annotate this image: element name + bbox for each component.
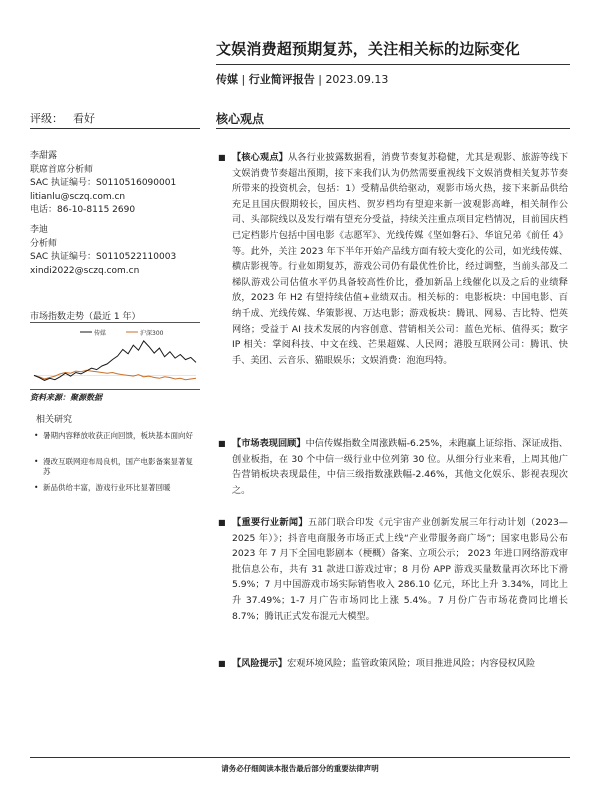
related-heading: 相关研究 <box>36 415 73 425</box>
analyst-email[interactable]: xindi2022@sczq.com.cn <box>30 265 140 276</box>
related-item-text: 暑期内容释放收获正向回馈，板块基本面向好 <box>43 431 193 440</box>
core-paragraph <box>218 150 569 368</box>
footer-divider <box>30 757 570 758</box>
paragraph-tag: 【核心观点】 <box>232 152 289 163</box>
risk-paragraph <box>218 656 568 672</box>
chart-title: 市场指数走势（最近 1 年） <box>30 312 141 322</box>
paragraph-tag: 【市场表现回顾】 <box>232 438 306 449</box>
core-view-heading: 核心观点 <box>216 112 265 126</box>
analyst-license: SAC 执证编号：S0110522110003 <box>30 252 177 262</box>
bullet-icon: • <box>34 457 39 466</box>
chart-bottom-rule <box>30 389 200 390</box>
rating-value: 看好 <box>73 112 95 125</box>
related-item-text: 漫改互联网迎布局良机，国产电影备案显著复苏 <box>43 457 193 476</box>
paragraph-text: 宏观环境风险；监管政策风险；项目推进风险；内容侵权风险 <box>287 658 536 669</box>
paragraph-tag: 【重要行业新闻】 <box>232 517 308 528</box>
paragraph-text: 从各行业披露数据看，消费节奏复苏稳健，尤其是观影、旅游等线下文娱消费节奏超出预期，接下来我们认为仍然需要重视线下文娱消费相关复苏节奏所带来的投资机会，包括：1）受精品供给驱动，观影市场火热，接下来新品供给充足且国庆假期较长，国庆档、贺岁档均有望迎来新一波观影高峰，相关制作公司、头部院线以及发行端有望充分受益，持续关注重点项目定档情况，目前国庆档已定档影片包括中国电影《志愿军》、光线传媒《坚如磐石》、华谊兄弟《前任 4》等。此外，关注 2023 年下半年开始产品线方面有较大变化的公司，如光线传媒、横店影视等。行业如期复苏，游戏公司仍有最优性价比，经过调整，当前头部及二梯队游戏公司估值水平仍具备较高性价比，叠加新品上线催化以及之后的业绩释放，2023 年 H2 有望持续估值+业绩双击。相关标的：电影板块：中国电影、百纳千成、光线传媒、华策影视、万达电影；游戏板块：腾讯、网易、吉比特、恺英网络；受益于 AI 技术发展的内容创意、营销相关公司：蓝色光标、值得买；数字 IP 相关：掌阅科技、中文在线、芒果超媒、人民网；港股互联网公司：腾讯、快手、美团、云音乐、猫眼娱乐；文娱消费：泡泡玛特。 <box>232 152 569 366</box>
analyst-card <box>30 150 176 218</box>
paragraph-tag: 【风险提示】 <box>232 658 288 669</box>
news-paragraph <box>218 515 568 624</box>
report-type: 行业简评报告 <box>248 73 315 86</box>
core-divider <box>216 128 570 129</box>
legend-label-csi300: 沪深300 <box>140 330 164 337</box>
analyst-name: 李甜露 <box>30 151 58 161</box>
square-bullet-icon: ■ <box>218 439 226 448</box>
market-paragraph <box>218 436 568 498</box>
analyst-name: 李迪 <box>30 225 49 235</box>
analyst-license: SAC 执证编号：S0110516090001 <box>30 178 177 188</box>
analyst-title: 分析师 <box>30 238 58 249</box>
rating <box>30 110 95 126</box>
legend-label-media: 传媒 <box>94 330 107 337</box>
industry: 传媒 <box>216 73 238 86</box>
report-subline <box>216 71 388 87</box>
report-date: 2023.09.13 <box>325 73 389 86</box>
square-bullet-icon: ■ <box>218 659 226 668</box>
bullet-icon: • <box>34 431 39 440</box>
analyst-phone: 电话：86-10-8115 2690 <box>30 205 136 215</box>
rating-label: 评级： <box>30 112 63 125</box>
related-item[interactable] <box>34 431 193 441</box>
index-chart <box>30 324 200 388</box>
analyst-title: 联席首席分析师 <box>30 164 94 175</box>
square-bullet-icon: ■ <box>218 153 226 162</box>
report-title: 文娱消费超预期复苏，关注相关标的边际变化 <box>216 40 521 58</box>
chart-top-rule <box>30 322 200 323</box>
square-bullet-icon: ■ <box>218 518 226 527</box>
analyst-card <box>30 224 176 278</box>
related-item[interactable] <box>34 483 193 493</box>
paragraph-text: 五部门联合印发《元宇宙产业创新发展三年行动计划（2023—2025 年）》；抖音电商服务市场正式上线“产业带服务商广场”；国家电影局公布 2023 年 7 月下全国电影剧本（梗概）备案、立项公示； 2023 年进口网络游戏审批信息公布，共有 31 款进口游戏过审；8 月份 APP 游戏买量数量再次环比下滑 5.9%；7 月中国游戏市场实际销售收入 286.10 亿元，环比上升 3.34%，同比上升 37.49%；1-7 月广告市场同比上涨 5.4%。7 月份广告市场花费同比增长 8.7%；腾讯正式发布混元大模型。 <box>232 517 568 622</box>
paragraph-text: 中信传媒指数全周涨跌幅-6.25%，未跑赢上证综指、深证成指、创业板指，在 30 个中信一级行业中位列第 30 位。从细分行业来看，上周其他广告营销板块表现最佳，中信三级指数涨跌幅-2.46%，其他文化娱乐、影视表现次之。 <box>232 438 568 496</box>
chart-source: 资料来源：聚源数据 <box>30 393 102 402</box>
related-item[interactable] <box>34 457 193 477</box>
separator: | <box>318 73 322 86</box>
related-item-text: 新品供给丰富，游戏行业环比显著回暖 <box>43 483 171 492</box>
bullet-icon: • <box>34 483 39 492</box>
analyst-email[interactable]: litianlu@sczq.com.cn <box>30 191 126 202</box>
footer-disclaimer: 请务必仔细阅读本报告最后部分的重要法律声明 <box>221 764 379 773</box>
title-divider <box>216 64 570 65</box>
rating-divider <box>30 128 200 129</box>
separator: | <box>241 73 246 86</box>
